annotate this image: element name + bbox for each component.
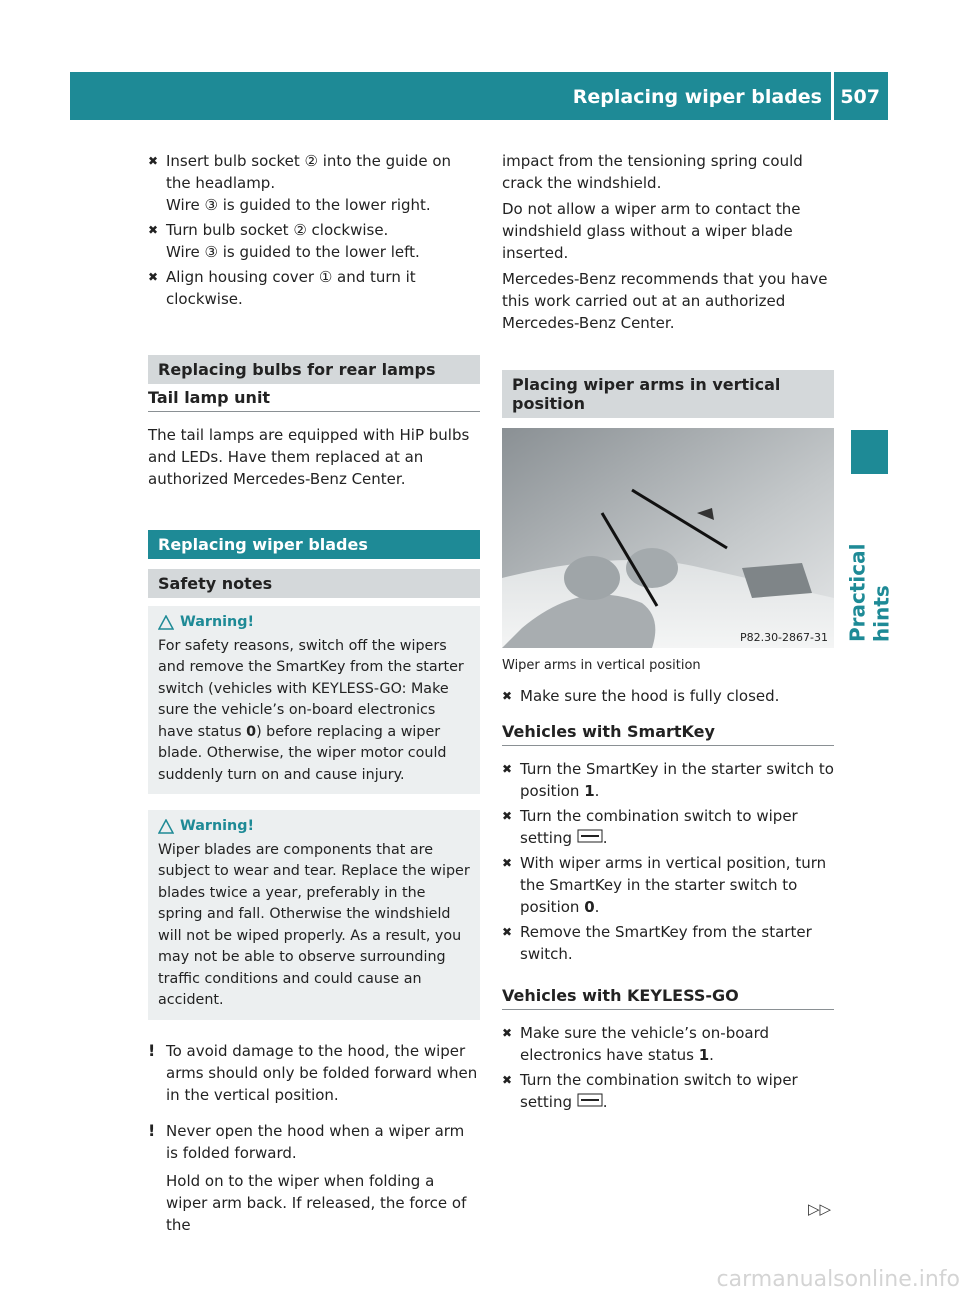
step-arrow-icon: ✖ xyxy=(502,925,513,939)
step-arrow-icon: ✖ xyxy=(148,270,159,284)
step-item: ✖ Turn the SmartKey in the starter switch to position 1. xyxy=(502,760,834,800)
subheading-tail-lamp: Tail lamp unit xyxy=(148,384,480,412)
step-item: ✖ Remove the SmartKey from the starter switch. xyxy=(502,923,812,963)
step-arrow-icon: ✖ xyxy=(502,856,513,870)
right-column xyxy=(502,150,834,1116)
step-arrow-icon: ✖ xyxy=(502,1026,513,1040)
step-item: ✖ With wiper arms in vertical position, turn the SmartKey in the starter switch to position 0. xyxy=(502,854,827,916)
step-item: ✖ Align housing cover ① and turn it clockwise. xyxy=(148,268,416,308)
tail-lamp-text: The tail lamps are equipped with HiP bulbs and LEDs. Have them replaced at an authorized Mercedes-Benz Center. xyxy=(148,426,470,488)
step-arrow-icon: ✖ xyxy=(148,223,159,237)
section-header-vertical-position: Placing wiper arms in vertical position xyxy=(502,370,834,418)
step-arrow-icon: ✖ xyxy=(148,154,159,168)
photo-caption: Wiper arms in vertical position xyxy=(502,658,701,673)
chapter-label: Practical hints xyxy=(845,543,894,642)
step-arrow-icon: ✖ xyxy=(502,809,513,823)
section-header-rear-lamps: Replacing bulbs for rear lamps xyxy=(148,355,480,384)
windshield-illustration xyxy=(502,428,834,648)
warning-box: Warning! For safety reasons, switch off the wipers and remove the SmartKey from the starter switch (vehicles with KEYLESS-GO: Make sure the vehicle’s on-board electronics have status 0) before replacing a wiper blade. Otherwise, the wiper motor could suddenly turn on and cause injury. xyxy=(148,606,480,794)
section-header-wiper-blades: Replacing wiper blades xyxy=(148,530,480,559)
wiper-setting-icon xyxy=(577,1093,603,1107)
page-number: 507 xyxy=(840,86,880,108)
wiper-photo xyxy=(502,428,834,648)
section-header-safety-notes: Safety notes xyxy=(148,569,480,598)
page-header xyxy=(70,72,888,120)
caution-note: ! To avoid damage to the hood, the wiper arms should only be folded forward when in the vertical position. xyxy=(148,1040,478,1104)
step-item: ✖ Make sure the hood is fully closed. xyxy=(502,687,780,705)
step-item: ✖ Turn the combination switch to wiper setting . xyxy=(502,1071,798,1111)
continue-mark: ▷▷ xyxy=(808,1200,832,1218)
chapter-tab xyxy=(851,430,888,474)
instruction-text: Do not allow a wiper arm to contact the windshield glass without a wiper blade inserted. xyxy=(502,200,801,262)
step-item: ✖ Turn bulb socket ② clockwise. Wire ③ is guided to the lower left. xyxy=(148,221,420,261)
step-arrow-icon: ✖ xyxy=(502,1073,513,1087)
subheading-smartkey: Vehicles with SmartKey xyxy=(502,718,834,746)
caution-note: ! Never open the hood when a wiper arm is folded forward. Hold on to the wiper when folding a wiper arm back. If released, the force of the xyxy=(148,1120,467,1234)
photo-code: P82.30-2867-31 xyxy=(739,631,828,644)
exclamation-icon: ! xyxy=(148,1120,156,1140)
exclamation-icon: ! xyxy=(148,1040,156,1060)
left-column xyxy=(148,150,480,1236)
continued-text: impact from the tensioning spring could crack the windshield. xyxy=(502,152,803,192)
step-arrow-icon: ✖ xyxy=(502,689,513,703)
step-item: ✖ Turn the combination switch to wiper setting . xyxy=(502,807,798,847)
instruction-text: Mercedes-Benz recommends that you have this work carried out at an authorized Mercedes-Benz Center. xyxy=(502,270,828,332)
header-divider xyxy=(831,72,834,120)
step-item: ✖ Insert bulb socket ② into the guide on the headlamp. Wire ③ is guided to the lower right. xyxy=(148,152,452,214)
step-arrow-icon: ✖ xyxy=(502,762,513,776)
warning-triangle-icon xyxy=(158,615,174,630)
warning-box: Warning! Wiper blades are components that are subject to wear and tear. Replace the wiper blades twice a year, preferably in the spring and fall. Otherwise the windshield will not be wiped properly. As a result, you may not be able to observe surrounding traffic conditions and could cause an accident. xyxy=(148,810,480,1020)
wiper-setting-icon xyxy=(577,829,603,843)
warning-triangle-icon xyxy=(158,819,174,834)
step-item: ✖ Make sure the vehicle’s on-board electronics have status 1. xyxy=(502,1024,770,1064)
watermark: carmanualsonline.info xyxy=(716,1267,960,1292)
subheading-keyless-go: Vehicles with KEYLESS-GO xyxy=(502,982,834,1010)
header-title: Replacing wiper blades xyxy=(572,86,822,108)
